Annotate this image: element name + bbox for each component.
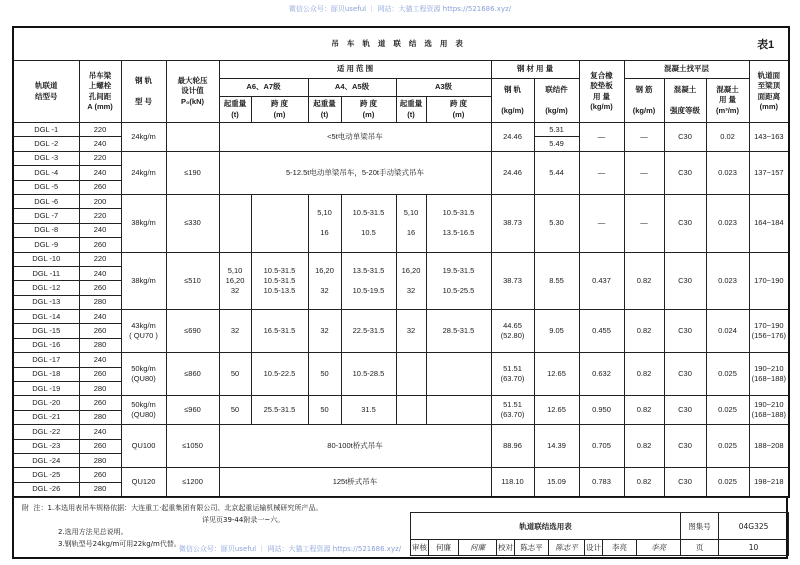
type-code-cell: DGL -13 <box>13 295 79 309</box>
a3-capacity-cell <box>396 353 426 396</box>
page-label: 页 <box>681 540 719 556</box>
rebar-cell: 0.82 <box>624 396 664 425</box>
bolt-spacing-cell: 280 <box>79 453 121 467</box>
header-steel-rail: 钢 轨 (kg/m) <box>491 79 534 123</box>
concrete-volume-cell: 0.023 <box>706 194 749 252</box>
review-label: 审核 <box>411 540 429 556</box>
header-capacity-a3: 起重量 (t) <box>396 97 426 123</box>
header-concrete-grade: 混凝土 强度等级 <box>664 79 706 123</box>
rebar-cell: 0.82 <box>624 425 664 468</box>
a6a7-span-cell: 10.5-31.5 10.5-31.5 10.5-13.5 <box>251 252 308 310</box>
steel-rail-usage-cell: 38.73 <box>491 194 534 252</box>
type-code-cell: DGL -2 <box>13 137 79 151</box>
bolt-spacing-cell: 240 <box>79 425 121 439</box>
max-wheel-load-cell: ≤960 <box>166 396 219 425</box>
header-max-wheel-load: 最大轮压 设计值 P₀(kN) <box>166 61 219 123</box>
concrete-grade-cell: C30 <box>664 151 706 194</box>
a6a7-span-cell: 10.5-22.5 <box>251 353 308 396</box>
type-code-cell: DGL -23 <box>13 439 79 453</box>
header-type-code: 轨联道 结型号 <box>13 61 79 123</box>
a4a5-span-cell: 31.5 <box>341 396 396 425</box>
a6a7-capacity-cell: 5,10 16,20 32 <box>219 252 251 310</box>
type-code-cell: DGL -19 <box>13 382 79 396</box>
a4a5-capacity-cell: 5,10 16 <box>308 194 341 252</box>
type-code-cell: DGL -24 <box>13 453 79 467</box>
crane-rail-connection-table <box>12 26 790 498</box>
bolt-spacing-cell: 260 <box>79 396 121 410</box>
type-code-cell: DGL -12 <box>13 281 79 295</box>
table-row <box>13 425 789 439</box>
rebar-cell: — <box>624 194 664 252</box>
concrete-grade-cell: C30 <box>664 310 706 353</box>
bolt-spacing-cell: 260 <box>79 238 121 252</box>
bolt-spacing-cell: 260 <box>79 468 121 482</box>
type-code-cell: DGL -8 <box>13 223 79 237</box>
bolt-spacing-cell: 240 <box>79 223 121 237</box>
bolt-spacing-cell: 240 <box>79 137 121 151</box>
type-code-cell: DGL -7 <box>13 209 79 223</box>
note-2: 2.选用方法见总说明。 <box>58 528 128 536</box>
bolt-spacing-cell: 280 <box>79 410 121 424</box>
rail-type-cell: QU100 <box>121 425 166 468</box>
concrete-volume-cell: 0.025 <box>706 353 749 396</box>
concrete-volume-cell: 0.023 <box>706 151 749 194</box>
rail-type-cell: 24kg/m <box>121 123 166 152</box>
concrete-volume-cell: 0.024 <box>706 310 749 353</box>
max-wheel-load-cell: ≤860 <box>166 353 219 396</box>
steel-rail-usage-cell: 24.46 <box>491 151 534 194</box>
type-code-cell: DGL -6 <box>13 194 79 208</box>
max-wheel-load-cell: ≤1050 <box>166 425 219 468</box>
concrete-grade-cell: C30 <box>664 194 706 252</box>
concrete-grade-cell: C30 <box>664 425 706 468</box>
bolt-spacing-cell: 260 <box>79 281 121 295</box>
a6a7-capacity-cell: 32 <box>219 310 251 353</box>
a6a7-span-cell: 25.5-31.5 <box>251 396 308 425</box>
a6a7-span-cell: 16.5-31.5 <box>251 310 308 353</box>
bolt-spacing-cell: 260 <box>79 324 121 338</box>
rubber-pad-cell: 0.455 <box>579 310 624 353</box>
header-concrete-volume: 混凝土 用 量 (m³/m) <box>706 79 749 123</box>
type-code-cell: DGL -1 <box>13 123 79 137</box>
table-row <box>13 123 789 137</box>
type-code-cell: DGL -15 <box>13 324 79 338</box>
max-wheel-load-cell <box>166 123 219 152</box>
bolt-spacing-cell: 280 <box>79 295 121 309</box>
bolt-spacing-cell: 240 <box>79 166 121 180</box>
rail-type-cell: 50kg/m (QU80) <box>121 353 166 396</box>
header-concrete-layer: 混凝土找平层 <box>624 61 749 79</box>
rail-height-cell: 198~218 <box>749 468 789 497</box>
joint-usage-cell: 14.39 <box>534 425 579 468</box>
designer-name: 李亮 <box>603 540 637 556</box>
a6a7-capacity-cell: 50 <box>219 396 251 425</box>
rail-type-cell: 38kg/m <box>121 194 166 252</box>
a4a5-span-cell: 22.5-31.5 <box>341 310 396 353</box>
note-1-cont: 详见页39-44附录一~六。 <box>202 516 285 524</box>
max-wheel-load-cell: ≤690 <box>166 310 219 353</box>
table-row <box>13 353 789 367</box>
rubber-pad-cell: — <box>579 194 624 252</box>
rail-height-cell: 188~208 <box>749 425 789 468</box>
steel-rail-usage-cell: 38.73 <box>491 252 534 310</box>
rail-type-cell: 38kg/m <box>121 252 166 310</box>
a6a7-capacity-cell <box>219 194 251 252</box>
table-title: 吊车轨道联结选用表 <box>331 38 471 48</box>
table-row <box>13 396 789 410</box>
concrete-volume-cell: 0.025 <box>706 468 749 497</box>
rubber-pad-cell: 0.632 <box>579 353 624 396</box>
bolt-spacing-cell: 280 <box>79 338 121 352</box>
a4a5-span-cell: 10.5-31.5 10.5 <box>341 194 396 252</box>
atlas-number: 04G325 <box>719 513 789 540</box>
a6a7-span-cell <box>251 194 308 252</box>
reviewer-signature: 何廉 <box>459 540 497 556</box>
rail-type-cell: 24kg/m <box>121 151 166 194</box>
steel-rail-usage-cell: 118.10 <box>491 468 534 497</box>
rail-height-cell: 137~157 <box>749 151 789 194</box>
max-wheel-load-cell: ≤1200 <box>166 468 219 497</box>
max-wheel-load-cell: ≤510 <box>166 252 219 310</box>
type-code-cell: DGL -25 <box>13 468 79 482</box>
rebar-cell: — <box>624 123 664 152</box>
a3-span-cell: 28.5-31.5 <box>426 310 491 353</box>
type-code-cell: DGL -20 <box>13 396 79 410</box>
type-code-cell: DGL -18 <box>13 367 79 381</box>
bolt-spacing-cell: 280 <box>79 382 121 396</box>
rebar-cell: 0.82 <box>624 468 664 497</box>
max-wheel-load-cell: ≤190 <box>166 151 219 194</box>
a6a7-capacity-cell: 50 <box>219 353 251 396</box>
header-span-a6a7: 跨 度 (m) <box>251 97 308 123</box>
concrete-volume-cell: 0.02 <box>706 123 749 152</box>
checker-signature: 陈志平 <box>549 540 585 556</box>
applicable-range-cell: 5-12.5t电动单梁吊车，5-20t手动梁式吊车 <box>219 151 491 194</box>
table-number: 表1 <box>757 39 775 51</box>
rail-type-cell: 50kg/m (QU80) <box>121 396 166 425</box>
header-rail-type: 钢 轨 型 号 <box>121 61 166 123</box>
header-span-a4a5: 跨 度 (m) <box>341 97 396 123</box>
a4a5-capacity-cell: 32 <box>308 310 341 353</box>
concrete-volume-cell: 0.023 <box>706 252 749 310</box>
applicable-range-cell: 125t桥式吊车 <box>219 468 491 497</box>
a4a5-capacity-cell: 50 <box>308 396 341 425</box>
atlas-label: 图集号 <box>681 513 719 540</box>
type-code-cell: DGL -10 <box>13 252 79 266</box>
joint-usage-cell: 15.09 <box>534 468 579 497</box>
header-a3: A3级 <box>396 79 491 97</box>
type-code-cell: DGL -3 <box>13 151 79 165</box>
bolt-spacing-cell: 260 <box>79 180 121 194</box>
bolt-spacing-cell: 240 <box>79 310 121 324</box>
table-title-cell <box>13 27 789 61</box>
steel-rail-usage-cell: 44.65 (52.80) <box>491 310 534 353</box>
title-block-title: 轨道联结选用表 <box>411 513 681 540</box>
header-capacity-a4a5: 起重量 (t) <box>308 97 341 123</box>
table-row <box>13 194 789 208</box>
steel-rail-usage-cell: 51.51 (63.70) <box>491 396 534 425</box>
concrete-volume-cell: 0.025 <box>706 396 749 425</box>
concrete-grade-cell: C30 <box>664 123 706 152</box>
rubber-pad-cell: 0.705 <box>579 425 624 468</box>
a3-span-cell: 10.5-31.5 13.5-16.5 <box>426 194 491 252</box>
a3-capacity-cell: 32 <box>396 310 426 353</box>
joint-usage-cell: 5.31 <box>534 123 579 137</box>
header-joint: 联结件 (kg/m) <box>534 79 579 123</box>
a3-span-cell <box>426 353 491 396</box>
header-bolt-spacing: 吊车梁 上螺栓 孔间距 A (mm) <box>79 61 121 123</box>
a4a5-capacity-cell: 16,20 32 <box>308 252 341 310</box>
rebar-cell: 0.82 <box>624 353 664 396</box>
rail-height-cell: 170~190 (156~176) <box>749 310 789 353</box>
joint-usage-cell: 12.65 <box>534 396 579 425</box>
watermark-bottom: 微信公众号：豚贝useful ｜ 网站：大猫工程资源 https://521686.xyz/ <box>178 545 402 553</box>
type-code-cell: DGL -17 <box>13 353 79 367</box>
type-code-cell: DGL -5 <box>13 180 79 194</box>
bolt-spacing-cell: 260 <box>79 439 121 453</box>
header-rubber-pad: 复合橡 胶垫板 用 量 (kg/m) <box>579 61 624 123</box>
bolt-spacing-cell: 220 <box>79 252 121 266</box>
check-label: 校对 <box>497 540 515 556</box>
table-row <box>13 252 789 266</box>
a4a5-capacity-cell: 50 <box>308 353 341 396</box>
bolt-spacing-cell: 260 <box>79 367 121 381</box>
rubber-pad-cell: 0.783 <box>579 468 624 497</box>
steel-rail-usage-cell: 24.46 <box>491 123 534 152</box>
concrete-grade-cell: C30 <box>664 252 706 310</box>
type-code-cell: DGL -26 <box>13 482 79 497</box>
reviewer-name: 何廉 <box>429 540 459 556</box>
joint-usage-cell: 9.05 <box>534 310 579 353</box>
checker-name: 陈志平 <box>515 540 549 556</box>
header-range: 适 用 范 围 <box>219 61 491 79</box>
page-number: 10 <box>719 540 789 556</box>
max-wheel-load-cell: ≤330 <box>166 194 219 252</box>
applicable-range-cell: 80-100t桥式吊车 <box>219 425 491 468</box>
bolt-spacing-cell: 240 <box>79 353 121 367</box>
watermark-top: 微信公众号：豚贝useful ｜ 网站：大猫工程资源 https://521686.xyz/ <box>288 5 512 13</box>
concrete-grade-cell: C30 <box>664 468 706 497</box>
a3-capacity-cell: 5,10 16 <box>396 194 426 252</box>
rebar-cell: — <box>624 151 664 194</box>
header-rail-height: 轨道面 至梁顶 面距离 (mm) <box>749 61 789 123</box>
design-label: 设计 <box>585 540 603 556</box>
rubber-pad-cell: — <box>579 151 624 194</box>
table-body <box>13 123 789 498</box>
a4a5-span-cell: 10.5-28.5 <box>341 353 396 396</box>
a4a5-span-cell: 13.5-31.5 10.5-19.5 <box>341 252 396 310</box>
a3-span-cell <box>426 396 491 425</box>
rail-height-cell: 190~210 (168~188) <box>749 353 789 396</box>
joint-usage-cell: 5.44 <box>534 151 579 194</box>
bolt-spacing-cell: 220 <box>79 209 121 223</box>
rail-height-cell: 143~163 <box>749 123 789 152</box>
header-a4a5: A4、A5级 <box>308 79 396 97</box>
steel-rail-usage-cell: 51.51 (63.70) <box>491 353 534 396</box>
bolt-spacing-cell: 280 <box>79 482 121 497</box>
type-code-cell: DGL -22 <box>13 425 79 439</box>
table-row <box>13 310 789 324</box>
note-3: 3.钢轨型号24kg/m可用22kg/m代替。 <box>58 540 181 548</box>
bolt-spacing-cell: 240 <box>79 266 121 280</box>
designer-signature: 李亮 <box>637 540 681 556</box>
type-code-cell: DGL -11 <box>13 266 79 280</box>
joint-usage-cell: 5.49 <box>534 137 579 151</box>
rail-type-cell: QU120 <box>121 468 166 497</box>
applicable-range-cell: <5t电动单梁吊车 <box>219 123 491 152</box>
joint-usage-cell: 5.30 <box>534 194 579 252</box>
rubber-pad-cell: 0.437 <box>579 252 624 310</box>
table-row <box>13 468 789 482</box>
notes-label: 附 注： <box>22 504 48 512</box>
joint-usage-cell: 12.65 <box>534 353 579 396</box>
header-steel-usage: 钢 材 用 量 <box>491 61 579 79</box>
type-code-cell: DGL -14 <box>13 310 79 324</box>
rebar-cell: 0.82 <box>624 252 664 310</box>
concrete-grade-cell: C30 <box>664 396 706 425</box>
table-row <box>13 151 789 165</box>
rail-height-cell: 164~184 <box>749 194 789 252</box>
rail-height-cell: 170~190 <box>749 252 789 310</box>
a3-capacity-cell: 16,20 32 <box>396 252 426 310</box>
header-a6a7: A6、A7级 <box>219 79 308 97</box>
notes <box>22 502 322 550</box>
note-1: 1.本选用表吊车规格依据：大连重工·起重集团有限公司、北京起重运输机械研究所产品。 <box>47 504 323 512</box>
joint-usage-cell: 8.55 <box>534 252 579 310</box>
type-code-cell: DGL -9 <box>13 238 79 252</box>
bolt-spacing-cell: 200 <box>79 194 121 208</box>
bolt-spacing-cell: 220 <box>79 151 121 165</box>
concrete-grade-cell: C30 <box>664 353 706 396</box>
concrete-volume-cell: 0.025 <box>706 425 749 468</box>
a3-span-cell: 19.5-31.5 10.5-25.5 <box>426 252 491 310</box>
header-rebar: 钢 筋 (kg/m) <box>624 79 664 123</box>
type-code-cell: DGL -21 <box>13 410 79 424</box>
header-span-a3: 跨 度 (m) <box>426 97 491 123</box>
steel-rail-usage-cell: 88.96 <box>491 425 534 468</box>
rebar-cell: 0.82 <box>624 310 664 353</box>
header-capacity-a6a7: 起重量 (t) <box>219 97 251 123</box>
a3-capacity-cell <box>396 396 426 425</box>
rail-height-cell: 190~210 (168~188) <box>749 396 789 425</box>
rail-type-cell: 43kg/m ( QU70 ) <box>121 310 166 353</box>
rubber-pad-cell: — <box>579 123 624 152</box>
type-code-cell: DGL -4 <box>13 166 79 180</box>
type-code-cell: DGL -16 <box>13 338 79 352</box>
bolt-spacing-cell: 220 <box>79 123 121 137</box>
rubber-pad-cell: 0.950 <box>579 396 624 425</box>
